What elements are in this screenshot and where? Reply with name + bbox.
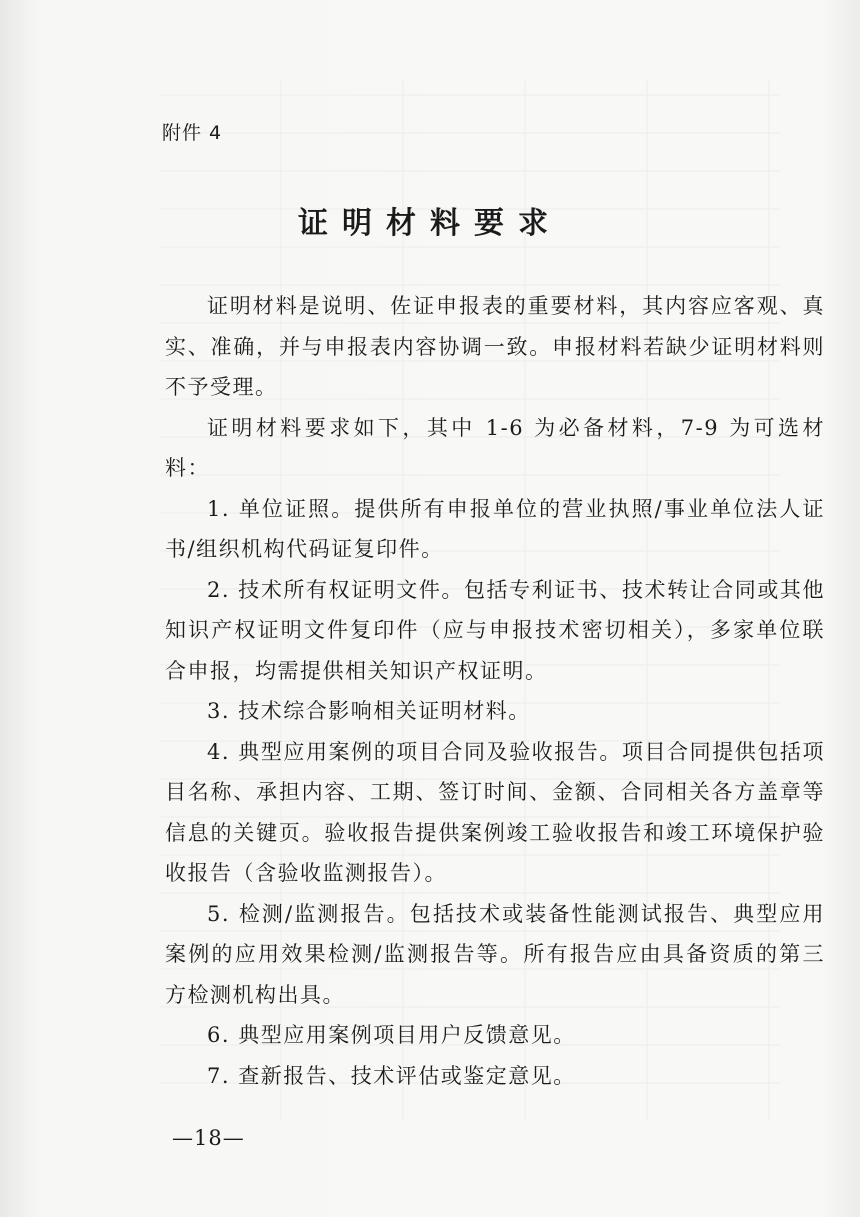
paragraph-item-6: 6. 典型应用案例项目用户反馈意见。 bbox=[207, 1023, 576, 1047]
paragraph-intro: 证明材料是说明、佐证申报表的重要材料，其内容应客观、真实、准确，并与申报表内容协调一致。申报材料若缺少证明材料则不予受理。 bbox=[165, 294, 825, 399]
paragraph-item-4: 4. 典型应用案例的项目合同及验收报告。项目合同提供包括项目名称、承担内容、工期、签订时间、金额、合同相关各方盖章等信息的关键页。验收报告提供案例竣工验收报告和竣工环境保护验收报告（含验收监测报告）。 bbox=[165, 739, 825, 885]
paragraph-item-2: 2. 技术所有权证明文件。包括专利证书、技术转让合同或其他知识产权证明文件复印件（应与申报技术密切相关），多家单位联合申报，均需提供相关知识产权证明。 bbox=[165, 577, 825, 683]
paragraph-item-5: 5. 检测/监测报告。包括技术或装备性能测试报告、典型应用案例的应用效果检测/监测报告等。所有报告应由具备资质的第三方检测机构出具。 bbox=[165, 901, 825, 1007]
paragraph-item-3: 3. 技术综合影响相关证明材料。 bbox=[207, 699, 531, 723]
document-body bbox=[165, 286, 825, 1096]
paragraph-item-1: 1. 单位证照。提供所有申报单位的营业执照/事业单位法人证书/组织机构代码证复印件。 bbox=[165, 496, 825, 561]
attachment-label: 附件 4 bbox=[162, 122, 223, 144]
page-number: —18— bbox=[172, 1126, 245, 1150]
paragraph-requirements-summary: 证明材料要求如下，其中 1-6 为必备材料，7-9 为可选材料： bbox=[165, 415, 825, 480]
document-title: 证明材料要求 bbox=[298, 206, 562, 241]
paragraph-item-7: 7. 查新报告、技术评估或鉴定意见。 bbox=[207, 1063, 576, 1088]
